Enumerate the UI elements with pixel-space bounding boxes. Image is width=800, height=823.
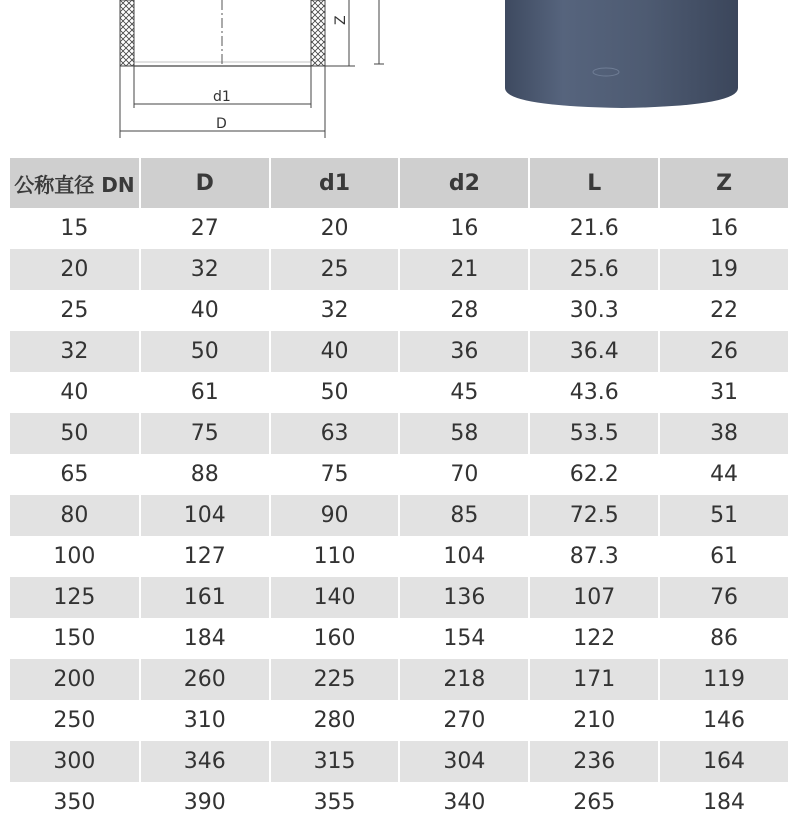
col-header-l: L bbox=[529, 158, 659, 208]
cell-d: 40 bbox=[140, 290, 270, 331]
table-row bbox=[10, 782, 789, 823]
cell-d1: 40 bbox=[270, 331, 400, 372]
cell-d: 27 bbox=[140, 208, 270, 249]
cell-l: 236 bbox=[529, 741, 659, 782]
cell-z: 146 bbox=[659, 700, 789, 741]
cell-d2: 58 bbox=[399, 413, 529, 454]
cell-dn: 32 bbox=[10, 331, 140, 372]
cell-d1: 32 bbox=[270, 290, 400, 331]
cell-l: 21.6 bbox=[529, 208, 659, 249]
cell-d: 184 bbox=[140, 618, 270, 659]
table-row bbox=[10, 413, 789, 454]
cell-dn: 65 bbox=[10, 454, 140, 495]
table-row bbox=[10, 536, 789, 577]
cell-dn: 125 bbox=[10, 577, 140, 618]
cell-d: 32 bbox=[140, 249, 270, 290]
cell-d2: 340 bbox=[399, 782, 529, 823]
col-header-d2: d2 bbox=[399, 158, 529, 208]
cell-dn: 15 bbox=[10, 208, 140, 249]
cell-z: 26 bbox=[659, 331, 789, 372]
cell-dn: 25 bbox=[10, 290, 140, 331]
table-row bbox=[10, 495, 789, 536]
cell-l: 171 bbox=[529, 659, 659, 700]
cell-l: 87.3 bbox=[529, 536, 659, 577]
table-row bbox=[10, 577, 789, 618]
cell-l: 265 bbox=[529, 782, 659, 823]
table-row bbox=[10, 741, 789, 782]
cell-l: 72.5 bbox=[529, 495, 659, 536]
cell-dn: 50 bbox=[10, 413, 140, 454]
cell-d: 260 bbox=[140, 659, 270, 700]
col-header-z: Z bbox=[659, 158, 789, 208]
cell-dn: 80 bbox=[10, 495, 140, 536]
cell-d2: 45 bbox=[399, 372, 529, 413]
figure-area bbox=[0, 0, 800, 158]
cell-d: 104 bbox=[140, 495, 270, 536]
cell-d: 127 bbox=[140, 536, 270, 577]
cell-d1: 225 bbox=[270, 659, 400, 700]
cell-z: 61 bbox=[659, 536, 789, 577]
cell-d: 88 bbox=[140, 454, 270, 495]
cell-z: 16 bbox=[659, 208, 789, 249]
cell-l: 36.4 bbox=[529, 331, 659, 372]
table-row bbox=[10, 659, 789, 700]
cell-z: 31 bbox=[659, 372, 789, 413]
cell-z: 76 bbox=[659, 577, 789, 618]
cell-l: 43.6 bbox=[529, 372, 659, 413]
cell-z: 44 bbox=[659, 454, 789, 495]
cell-d: 75 bbox=[140, 413, 270, 454]
cell-z: 51 bbox=[659, 495, 789, 536]
table-row bbox=[10, 372, 789, 413]
cell-dn: 20 bbox=[10, 249, 140, 290]
cell-d1: 25 bbox=[270, 249, 400, 290]
cell-z: 119 bbox=[659, 659, 789, 700]
table-row bbox=[10, 454, 789, 495]
col-header-dn: 公称直径 DN bbox=[10, 158, 140, 208]
cell-d2: 28 bbox=[399, 290, 529, 331]
cell-d1: 75 bbox=[270, 454, 400, 495]
table-row bbox=[10, 290, 789, 331]
cell-d: 61 bbox=[140, 372, 270, 413]
cell-z: 184 bbox=[659, 782, 789, 823]
cell-l: 210 bbox=[529, 700, 659, 741]
cell-l: 30.3 bbox=[529, 290, 659, 331]
cell-dn: 300 bbox=[10, 741, 140, 782]
cell-d: 50 bbox=[140, 331, 270, 372]
cell-d1: 110 bbox=[270, 536, 400, 577]
cell-z: 38 bbox=[659, 413, 789, 454]
cell-d1: 50 bbox=[270, 372, 400, 413]
cell-z: 19 bbox=[659, 249, 789, 290]
cell-dn: 150 bbox=[10, 618, 140, 659]
cell-d: 310 bbox=[140, 700, 270, 741]
cell-d1: 280 bbox=[270, 700, 400, 741]
cell-d2: 21 bbox=[399, 249, 529, 290]
cell-d1: 315 bbox=[270, 741, 400, 782]
cell-d: 390 bbox=[140, 782, 270, 823]
cell-d1: 140 bbox=[270, 577, 400, 618]
product-photo bbox=[0, 0, 800, 158]
cell-dn: 40 bbox=[10, 372, 140, 413]
cell-dn: 200 bbox=[10, 659, 140, 700]
col-header-d1: d1 bbox=[270, 158, 400, 208]
table-body bbox=[10, 208, 789, 823]
table-row bbox=[10, 700, 789, 741]
cell-d1: 63 bbox=[270, 413, 400, 454]
cell-d: 161 bbox=[140, 577, 270, 618]
cell-d1: 90 bbox=[270, 495, 400, 536]
cell-l: 25.6 bbox=[529, 249, 659, 290]
cell-d2: 70 bbox=[399, 454, 529, 495]
cell-l: 107 bbox=[529, 577, 659, 618]
cell-d1: 355 bbox=[270, 782, 400, 823]
table-header-row bbox=[10, 158, 789, 208]
cell-dn: 250 bbox=[10, 700, 140, 741]
cell-d: 346 bbox=[140, 741, 270, 782]
cell-d2: 304 bbox=[399, 741, 529, 782]
cell-d2: 36 bbox=[399, 331, 529, 372]
dim-label-d: D bbox=[216, 116, 227, 132]
cell-l: 53.5 bbox=[529, 413, 659, 454]
cell-dn: 350 bbox=[10, 782, 140, 823]
spec-table bbox=[10, 158, 790, 823]
cell-dn: 100 bbox=[10, 536, 140, 577]
cell-d2: 270 bbox=[399, 700, 529, 741]
cell-d1: 160 bbox=[270, 618, 400, 659]
cell-d2: 154 bbox=[399, 618, 529, 659]
cell-d2: 16 bbox=[399, 208, 529, 249]
cell-d2: 85 bbox=[399, 495, 529, 536]
cell-d2: 136 bbox=[399, 577, 529, 618]
pipe-cap-body bbox=[505, 0, 738, 108]
cell-l: 122 bbox=[529, 618, 659, 659]
cell-l: 62.2 bbox=[529, 454, 659, 495]
table-row bbox=[10, 249, 789, 290]
cell-d1: 20 bbox=[270, 208, 400, 249]
dim-label-z: Z bbox=[333, 15, 349, 25]
table-row bbox=[10, 331, 789, 372]
col-header-d: D bbox=[140, 158, 270, 208]
cell-z: 22 bbox=[659, 290, 789, 331]
dim-label-d1: d1 bbox=[213, 89, 231, 105]
cell-d2: 104 bbox=[399, 536, 529, 577]
table-row bbox=[10, 208, 789, 249]
cell-d2: 218 bbox=[399, 659, 529, 700]
table-row bbox=[10, 618, 789, 659]
cell-z: 86 bbox=[659, 618, 789, 659]
cell-z: 164 bbox=[659, 741, 789, 782]
